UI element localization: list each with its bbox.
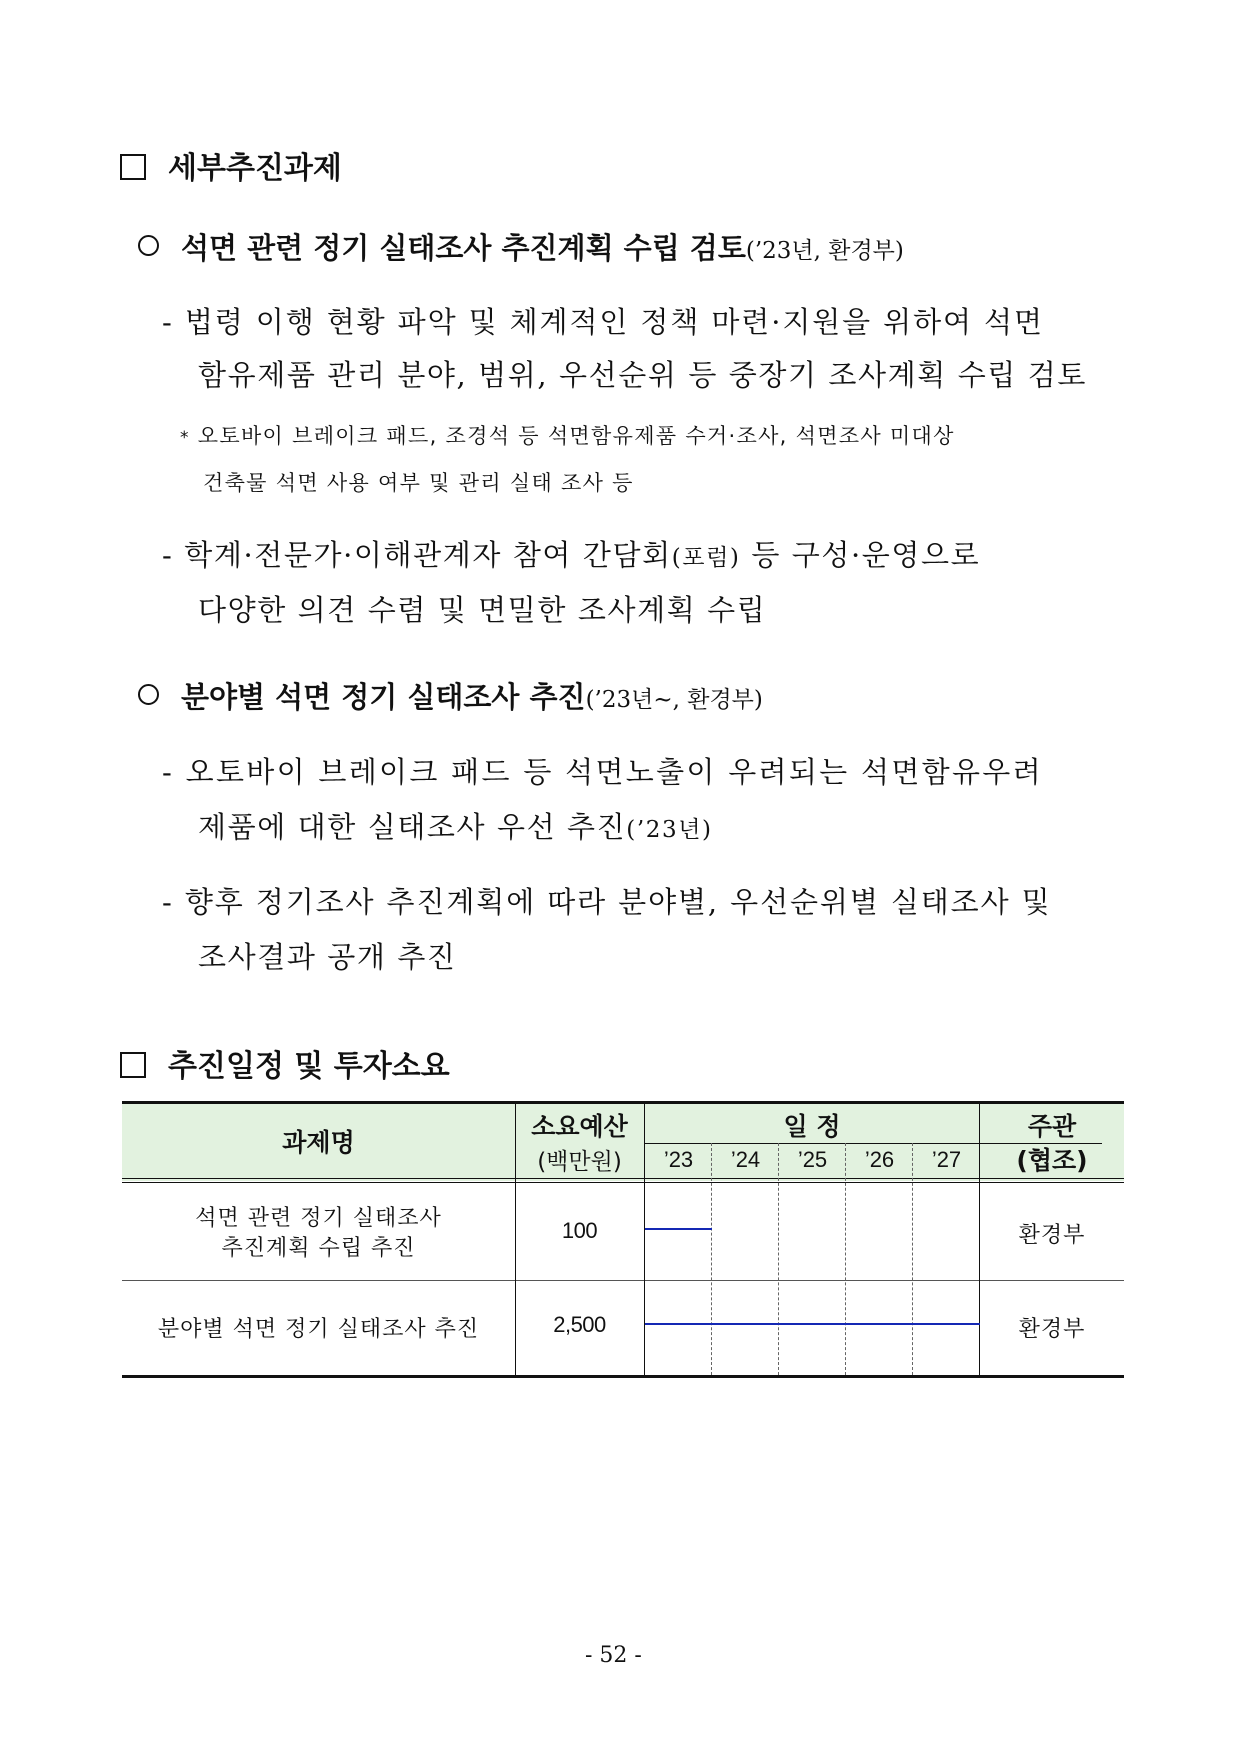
- schedule-budget-table: [122, 1101, 1124, 1378]
- dash-bullet: -: [162, 755, 186, 789]
- task-heading: [138, 675, 763, 716]
- year-divider: [845, 1143, 846, 1375]
- row1-task-name-line2: 추진계획 수립 추진: [221, 1236, 416, 1261]
- table-top-border: [122, 1101, 1124, 1104]
- row1-owner: 환경부: [1018, 1223, 1086, 1248]
- bullet-text: 오토바이 브레이크 패드 등 석면노출이 우려되는 석면함유우려: [185, 755, 1043, 789]
- asterisk-mark: *: [180, 428, 190, 448]
- header-budget: 소요예산: [531, 1112, 628, 1141]
- year-header: ’25: [797, 1147, 828, 1172]
- bullet-text: 제품에 대한 실태조사 우선 추진: [198, 810, 627, 844]
- section-title: 세부추진과제: [168, 151, 342, 186]
- row2-owner: 환경부: [1018, 1317, 1086, 1342]
- row2-task-name: 분야별 석면 정기 실태조사 추진: [157, 1317, 480, 1342]
- footnote-text: 오토바이 브레이크 패드, 조경석 등 석면함유제품 수거·조사, 석면조사 미대상: [197, 424, 955, 448]
- bullet-text: 등 구성·운영으로: [740, 538, 981, 572]
- footnote-line: [180, 420, 955, 450]
- header-double-line-top: [122, 1178, 1124, 1179]
- bullet-text: 함유제품 관리 분야, 범위, 우선순위 등 중장기 조사계획 수립 검토: [198, 358, 1087, 392]
- dash-bullet: -: [162, 538, 185, 572]
- page-number: - 52 -: [585, 1643, 642, 1668]
- bullet-line-continued: [198, 588, 766, 629]
- footnote-text: 건축물 석면 사용 여부 및 관리 실태 조사 등: [203, 471, 634, 495]
- year-header: ’23: [663, 1147, 694, 1172]
- bullet-line-continued: [198, 805, 713, 846]
- bullet-line-continued: [198, 935, 457, 976]
- year-header: ’26: [864, 1147, 895, 1172]
- footnote-line-continued: [203, 467, 634, 497]
- bullet-line: [162, 880, 1052, 921]
- bullet-line: [162, 750, 1043, 791]
- circle-bullet-icon: [138, 235, 159, 256]
- circle-bullet-icon: [138, 684, 159, 705]
- checkbox-square-icon: [120, 1052, 146, 1078]
- bullet-paren-text: (’23년): [626, 817, 713, 843]
- year-header: ’24: [730, 1147, 761, 1172]
- task-heading: [138, 226, 904, 267]
- task-period: (’23년, 환경부): [745, 238, 904, 264]
- header-schedule: 일 정: [783, 1112, 841, 1141]
- bullet-text: 학계·전문가·이해관계자 참여 간담회: [184, 538, 672, 572]
- bullet-text: 다양한 의견 수렴 및 면밀한 조사계획 수립: [198, 593, 767, 627]
- gantt-bar: [645, 1228, 712, 1230]
- year-divider: [778, 1143, 779, 1375]
- bullet-line: [162, 300, 1044, 341]
- header-budget-unit: (백만원): [537, 1149, 622, 1175]
- bullet-line-continued: [198, 353, 1087, 394]
- year-header: ’27: [931, 1147, 962, 1172]
- dash-bullet: -: [162, 305, 185, 339]
- dash-bullet: -: [162, 885, 185, 919]
- task-title: 분야별 석면 정기 실태조사 추진: [181, 680, 586, 714]
- header-owner-cooperation: (협조): [1016, 1146, 1088, 1175]
- bullet-text: 법령 이행 현황 파악 및 체계적인 정책 마련·지원을 위하여 석면: [184, 305, 1044, 339]
- task-title: 석면 관련 정기 실태조사 추진계획 수립 검토: [181, 231, 746, 265]
- header-double-line-bottom: [122, 1182, 1124, 1183]
- checkbox-square-icon: [120, 154, 146, 180]
- header-task-name: 과제명: [282, 1128, 355, 1157]
- section-title: 추진일정 및 투자소요: [168, 1049, 450, 1084]
- bullet-line: [162, 533, 980, 574]
- row1-budget: 100: [561, 1218, 598, 1243]
- task-period: (’23년~, 환경부): [585, 687, 763, 713]
- header-owner: 주관: [1027, 1112, 1077, 1141]
- bullet-text: 조사결과 공개 추진: [198, 940, 457, 974]
- row2-budget: 2,500: [553, 1312, 606, 1337]
- row-divider: [122, 1280, 1124, 1281]
- section-heading-detailed-tasks: [120, 143, 342, 187]
- gantt-bar: [645, 1323, 980, 1325]
- year-divider: [912, 1143, 913, 1375]
- bullet-text: 향후 정기조사 추진계획에 따라 분야별, 우선순위별 실태조사 및: [184, 885, 1052, 919]
- section-heading-schedule-budget: [120, 1041, 450, 1085]
- year-divider: [711, 1143, 712, 1375]
- row1-task-name-line1: 석면 관련 정기 실태조사: [195, 1206, 442, 1231]
- table-bottom-border: [122, 1375, 1124, 1378]
- bullet-paren-text: (포럼): [671, 545, 741, 571]
